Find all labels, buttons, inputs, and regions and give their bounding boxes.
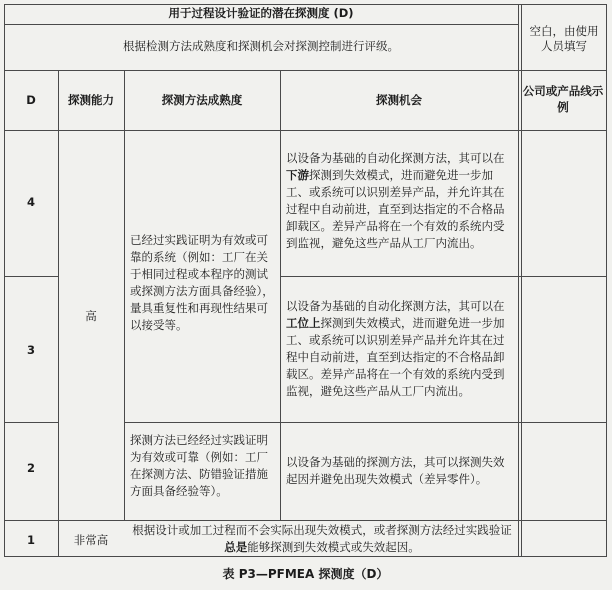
row-4-opportunity-pre: 以设备为基础的自动化探测方法，其可以在 <box>286 151 505 165</box>
intro-underline <box>4 70 607 71</box>
row-sep-4-3-opp <box>280 276 607 277</box>
row-sep-2-1 <box>4 520 607 521</box>
maturity-4-3: 已经过实践证明为有效或可靠的系统（例如：工厂在关于相同过程或本程序的测试或探测方法方面具备经验），量具重复性和再现性结果可以接受等。 <box>130 233 274 332</box>
row-4-opportunity-emph: 下游 <box>286 168 309 182</box>
row-2-d: 2 <box>26 461 35 475</box>
header-opportunity: 探测机会 <box>376 93 422 107</box>
header-maturity: 探测方法成熟度 <box>161 93 243 107</box>
title-underline <box>4 24 518 25</box>
row-2-maturity: 探测方法已经经过实践证明为有效或可靠（例如：工厂在探测方法、防错验证措施方面具备经验等）。 <box>130 433 268 498</box>
intro-text: 根据检测方法成熟度和探测机会对探测控制进行评级。 <box>123 39 399 53</box>
table-title: 用于过程设计验证的潜在探测度 (D) <box>168 6 354 20</box>
header-underline <box>4 130 607 131</box>
col-line-3 <box>280 70 281 520</box>
ability-high: 高 <box>85 309 97 323</box>
row-3-d: 3 <box>26 343 35 357</box>
row-sep-3-2-opp <box>124 422 607 423</box>
row-1-d: 1 <box>26 533 35 547</box>
row-4-opportunity-post: 探测到失效模式，进而避免进一步加工、或系统可以识别差异产品，并允许其在过程中自动前进，直至到达指定的不合格品卸载区。差异产品将在一个有效的系统内受到监视，避免这些产品从工厂内流出。 <box>286 168 505 250</box>
row-3-opportunity-pre: 以设备为基础的自动化探测方法，其可以在 <box>286 299 505 313</box>
row-4-d: 4 <box>26 195 35 209</box>
row-sep-3-2-d <box>4 422 58 423</box>
row-sep-4-3-d <box>4 276 58 277</box>
header-d: D <box>26 93 36 107</box>
header-ability: 探测能力 <box>68 93 114 107</box>
row-3-opportunity-post: 探测到失效模式，进而避免进一步加工、或系统可以识别差异产品并允许其在过程中自动前进，直至到达指定的不合格品卸载区。差异产品将在一个有效的系统内受到监视，避免这些产品从工厂内流出。 <box>286 316 505 398</box>
col-line-2 <box>124 70 125 520</box>
row-1-merged-pre: 根据设计或加工过程而不会实际出现失效模式，或者探测方法经过实践验证 <box>132 523 512 537</box>
row-2-opportunity: 以设备为基础的探测方法，其可以探测失效起因并避免出现失效模式（差异零件）。 <box>286 455 505 486</box>
row-1-merged-post: 能够探测到失效模式或失效起因。 <box>247 540 420 554</box>
row-3-opportunity <box>286 298 514 400</box>
row-1-ability: 非常高 <box>73 533 109 547</box>
row-1-merged-emph: 总是 <box>224 540 248 554</box>
row-4-opportunity <box>286 150 514 252</box>
header-example: 公司或产品线示例 <box>522 84 604 114</box>
row-1-merged <box>130 522 514 556</box>
row-3-opportunity-emph: 工位上 <box>286 316 321 330</box>
table-caption: 表 P3—PFMEA 探测度（D） <box>222 567 389 581</box>
side-note: 空白，由使用人员填写 <box>529 24 599 53</box>
